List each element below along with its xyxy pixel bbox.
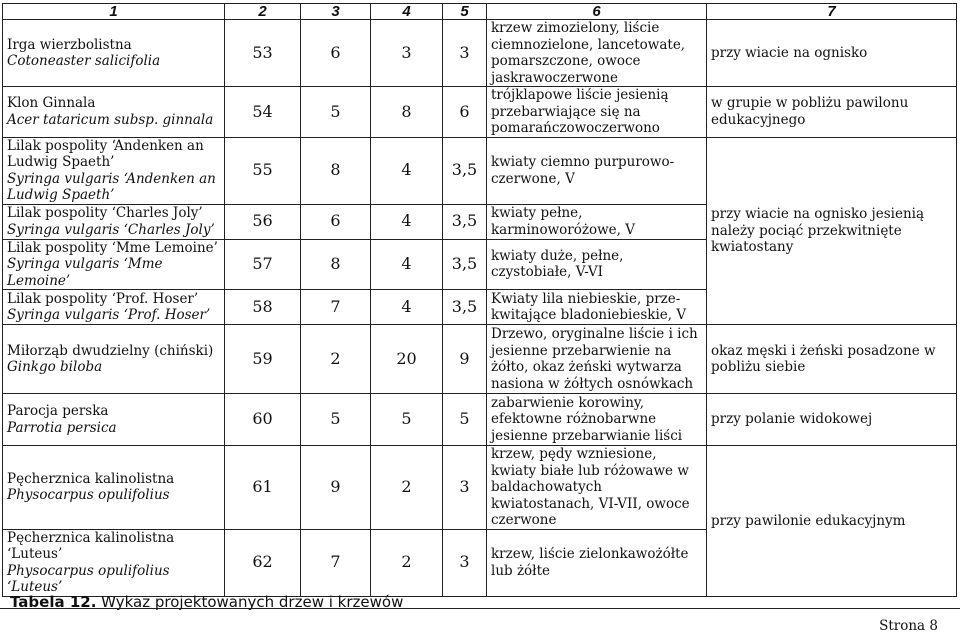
latin-name: Physocarpus opulifolius [7, 487, 170, 504]
plant-height: 5 [371, 394, 443, 446]
plant-width: 3 [443, 446, 487, 530]
plant-height: 4 [371, 290, 443, 325]
plant-quantity: 2 [301, 325, 371, 394]
plant-description: kwiaty ciemno purpurowo-czerwone, V [487, 137, 707, 204]
plant-name-cell [3, 529, 225, 596]
plant-location: przy wiacie na ognisko [707, 20, 957, 87]
polish-name: Parocja perska [7, 403, 109, 419]
latin-name: Syringa vulgaris ‘Prof. Hoser’ [7, 307, 211, 323]
plant-quantity: 5 [301, 394, 371, 446]
plant-description: kwiaty duże, pełne, czystobiałe, V-VI [487, 239, 707, 290]
plant-quantity: 5 [301, 87, 371, 138]
plant-quantity: 7 [301, 290, 371, 325]
plant-quantity: 6 [301, 204, 371, 239]
plant-location: przy wiacie na ognisko jesienią należy pociąć przekwitnięte kwiatostany [707, 137, 957, 325]
table-row [3, 20, 957, 87]
page-footer [0, 608, 960, 633]
plant-number: 58 [225, 290, 301, 325]
caption-text: Wykaz projektowanych drzew i krzewów [96, 593, 404, 611]
plant-width: 3,5 [443, 204, 487, 239]
plant-number: 61 [225, 446, 301, 530]
table-row [3, 446, 957, 530]
plant-name-cell [3, 290, 225, 325]
header-cell: 6 [487, 4, 707, 20]
plant-name-cell [3, 239, 225, 290]
plant-number: 55 [225, 137, 301, 204]
plant-height: 2 [371, 529, 443, 596]
plant-location: w grupie w pobliżu pawilonu edukacyjnego [707, 87, 957, 138]
plant-number: 54 [225, 87, 301, 138]
plant-width: 3 [443, 529, 487, 596]
plant-location: przy pawilonie edukacyjnym [707, 446, 957, 597]
plant-description: krzew, pędy wzniesione, kwiaty białe lub różowawe w baldachowatych kwiatostanach, VI-VII, owoce czerwone [487, 446, 707, 530]
plant-description: Drzewo, oryginalne liście i ich jesienne przebarwienie na żółto, okaz żeński wytwarza nasiona w żółtych osnówkach [487, 325, 707, 394]
latin-name: Acer tataricum subsp. ginnala [7, 111, 214, 128]
plant-location: przy polanie widokowej [707, 394, 957, 446]
header-cell: 3 [301, 4, 371, 20]
latin-name: Parrotia persica [7, 419, 117, 436]
plants-table [2, 3, 957, 597]
plant-width: 6 [443, 87, 487, 138]
header-row [3, 4, 957, 20]
plant-number: 53 [225, 20, 301, 87]
plant-height: 2 [371, 446, 443, 530]
plant-height: 3 [371, 20, 443, 87]
plant-quantity: 8 [301, 239, 371, 290]
header-cell: 2 [225, 4, 301, 20]
plant-name-cell [3, 204, 225, 239]
plant-description: trójklapowe liście jesienią przebarwiające się na pomarańczowoczerwono [487, 87, 707, 138]
polish-name: Klon Ginnala [7, 95, 96, 112]
plant-quantity: 9 [301, 446, 371, 530]
plant-width: 3 [443, 20, 487, 87]
plant-width: 3,5 [443, 290, 487, 325]
plant-name-cell [3, 20, 225, 87]
plant-height: 4 [371, 239, 443, 290]
plant-description: kwiaty pełne, karminoworóżowe, V [487, 204, 707, 239]
polish-name: Pęcherznica kalinolistna ‘Luteus’ [7, 529, 175, 562]
plant-quantity: 7 [301, 529, 371, 596]
plant-number: 62 [225, 529, 301, 596]
plant-number: 57 [225, 239, 301, 290]
plant-description: krzew zimozielony, liście ciemnozielone, lancetowate, pomarszczone, owoce jaskrawoczerwone [487, 20, 707, 87]
footer-divider [0, 608, 960, 609]
header-cell: 5 [443, 4, 487, 20]
plant-name-cell [3, 394, 225, 446]
plant-width: 9 [443, 325, 487, 394]
header-cell: 1 [3, 4, 225, 20]
latin-name: Syringa vulgaris ‘Andenken an Ludwig Spaeth’ [7, 170, 216, 203]
plant-location: okaz męski i żeński posadzone w pobliżu siebie [707, 325, 957, 394]
plant-quantity: 8 [301, 137, 371, 204]
plant-number: 59 [225, 325, 301, 394]
plant-height: 8 [371, 87, 443, 138]
page-number: Strona 8 [879, 618, 938, 634]
latin-name: Physocarpus opulifolius ‘Luteus’ [7, 562, 170, 595]
plant-height: 20 [371, 325, 443, 394]
polish-name: Lilak pospolity ‘Andenken an Ludwig Spaeth’ [7, 137, 204, 170]
polish-name: Lilak pospolity ‘Prof. Hoser’ [7, 290, 199, 307]
latin-name: Syringa vulgaris ‘Mme Lemoine’ [7, 256, 163, 289]
plant-description: zabarwienie korowiny, efektowne różnobarwne jesienne przebarwianie liści [487, 394, 707, 446]
header-cell: 4 [371, 4, 443, 20]
plant-width: 5 [443, 394, 487, 446]
polish-name: Irga wierzbolistna [7, 36, 132, 53]
table-row [3, 394, 957, 446]
plant-name-cell [3, 137, 225, 204]
polish-name: Lilak pospolity ‘Mme Lemoine’ [7, 239, 218, 256]
plant-width: 3,5 [443, 137, 487, 204]
header-cell: 7 [707, 4, 957, 20]
plant-quantity: 6 [301, 20, 371, 87]
table-row [3, 87, 957, 138]
polish-name: Pęcherznica kalinolistna [7, 470, 175, 487]
latin-name: Ginkgo biloba [7, 359, 103, 375]
plant-description: krzew, liście zielonkawożółte lub żółte [487, 529, 707, 596]
plant-width: 3,5 [443, 239, 487, 290]
table-row [3, 325, 957, 394]
table-row [3, 137, 957, 204]
plant-height: 4 [371, 204, 443, 239]
plant-description: Kwiaty lila niebieskie, prze-kwitające bladoniebieskie, V [487, 290, 707, 325]
plant-number: 56 [225, 204, 301, 239]
latin-name: Syringa vulgaris ‘Charles Joly’ [7, 221, 215, 238]
caption-label: Tabela 12. [10, 593, 97, 611]
plant-number: 60 [225, 394, 301, 446]
polish-name: Miłorząb dwudzielny (chiński) [7, 342, 214, 359]
polish-name: Lilak pospolity ‘Charles Joly’ [7, 205, 203, 221]
plant-name-cell [3, 87, 225, 138]
plant-name-cell [3, 325, 225, 394]
plant-name-cell [3, 446, 225, 530]
plant-height: 4 [371, 137, 443, 204]
latin-name: Cotoneaster salicifolia [7, 53, 161, 69]
